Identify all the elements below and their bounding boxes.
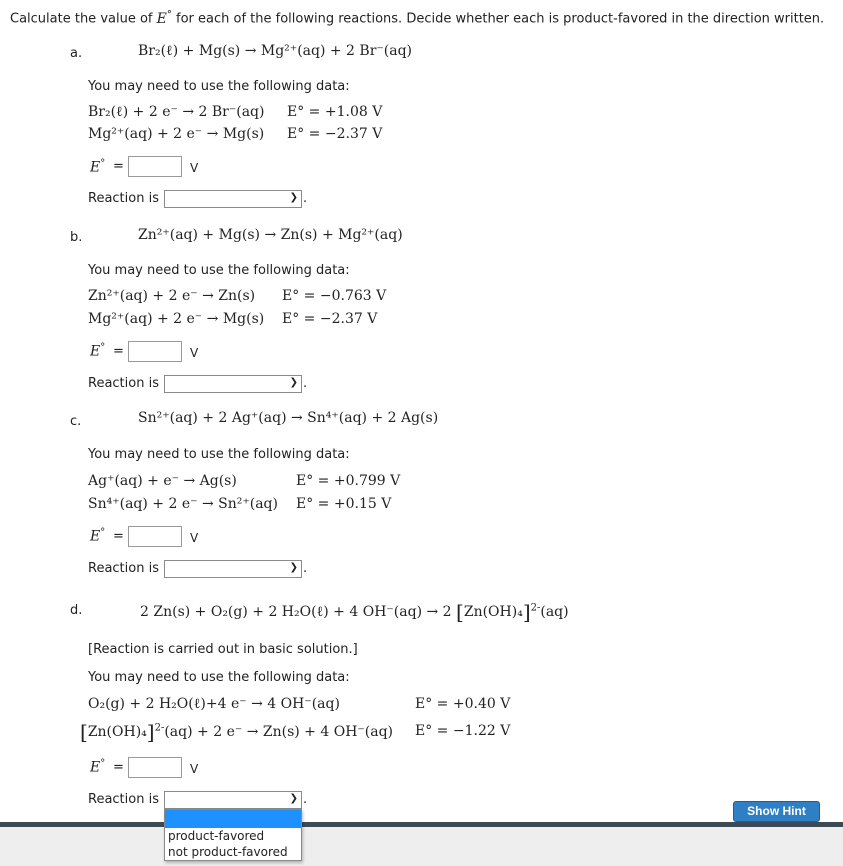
part-a-half-1-potential: E° = +1.08 V [287, 104, 383, 120]
show-hint-button[interactable]: Show Hint [733, 801, 820, 822]
part-b-half-1-potential: E° = −0.763 V [282, 288, 387, 304]
part-c-data-note: You may need to use the following data: [88, 447, 350, 462]
part-c-unit: V [190, 531, 199, 545]
part-b-reaction: Zn²⁺(aq) + Mg(s) → Zn(s) + Mg²⁺(aq) [138, 227, 403, 243]
part-b-e-input[interactable] [128, 341, 182, 362]
part-b-period: . [303, 376, 308, 391]
dropdown-option-not-product-favored[interactable]: not product-favored [168, 845, 288, 859]
part-b-favored-select[interactable] [164, 375, 302, 393]
part-b-e-label: E° [90, 342, 106, 360]
part-d-e-input[interactable] [128, 757, 182, 778]
dropdown-option-blank[interactable] [165, 810, 301, 828]
part-b-half-1: Zn²⁺(aq) + 2 e⁻ → Zn(s) [88, 288, 256, 304]
part-a-half-1: Br₂(ℓ) + 2 e⁻ → 2 Br⁻(aq) [88, 104, 265, 120]
footer-area [0, 827, 843, 866]
part-d-equals: = [113, 760, 124, 775]
part-d-complex: Zn(OH)₄ [463, 604, 523, 620]
part-d-unit: V [190, 762, 199, 776]
e-symbol: E° [156, 9, 172, 27]
part-d-reaction: 2 Zn(s) + O₂(g) + 2 H₂O(ℓ) + 4 OH⁻(aq) → 2 $[Zn(OH)_4]^{2-}(aq)$ [140, 600, 569, 624]
part-a-e-label: E° [90, 158, 106, 176]
part-d-half-2-rest: (aq) + 2 e⁻ → Zn(s) + 4 OH⁻(aq) [164, 724, 394, 740]
part-c-favored-select[interactable] [164, 560, 302, 578]
chevron-down-icon: ❯ [289, 562, 298, 573]
part-d-half-2-potential: E° = −1.22 V [415, 723, 511, 739]
part-b-half-2-potential: E° = −2.37 V [282, 311, 378, 327]
part-d-reaction-phase: (aq) [540, 604, 569, 620]
chevron-down-icon: ❯ [289, 192, 298, 203]
part-b-data-note: You may need to use the following data: [88, 263, 350, 278]
intro-text: Calculate the value of [10, 11, 153, 27]
part-b-letter: b. [70, 230, 83, 245]
part-c-e-label: E° [90, 527, 106, 545]
part-b-equals: = [113, 344, 124, 359]
part-a-unit: V [190, 161, 199, 175]
part-d-data-note: You may need to use the following data: [88, 670, 350, 685]
part-b-unit: V [190, 346, 199, 360]
part-a-data-note: You may need to use the following data: [88, 79, 350, 94]
part-c-period: . [303, 561, 308, 576]
part-c-reaction: Sn²⁺(aq) + 2 Ag⁺(aq) → Sn⁴⁺(aq) + 2 Ag(s) [138, 410, 439, 426]
part-d-half-1: O₂(g) + 2 H₂O(ℓ)+4 e⁻ → 4 OH⁻(aq) [88, 696, 340, 712]
part-d-reaction-lhs: 2 Zn(s) + O₂(g) + 2 H₂O(ℓ) + 4 OH⁻(aq) → 2 [140, 604, 452, 620]
part-c-half-1-potential: E° = +0.799 V [296, 473, 401, 489]
part-d-favored-select[interactable] [164, 791, 302, 809]
part-a-favored-select[interactable] [164, 190, 302, 208]
part-d-period: . [303, 792, 308, 807]
dropdown-option-product-favored[interactable]: product-favored [168, 829, 265, 843]
part-c-half-2-potential: E° = +0.15 V [296, 496, 392, 512]
part-c-equals: = [113, 529, 124, 544]
part-b-reaction-is: Reaction is [88, 376, 159, 391]
part-a-half-2-potential: E° = −2.37 V [287, 126, 383, 142]
part-b-half-2: Mg²⁺(aq) + 2 e⁻ → Mg(s) [88, 311, 265, 327]
part-d-half-2-charge: 2- [154, 722, 165, 734]
part-a-equals: = [113, 159, 124, 174]
part-d-letter: d. [70, 603, 83, 618]
part-a-period: . [303, 191, 308, 206]
part-a-letter: a. [70, 46, 83, 61]
part-d-complex-charge: 2- [530, 602, 541, 614]
chevron-down-icon: ❯ [289, 793, 298, 804]
instructions [10, 9, 824, 27]
part-c-half-1: Ag⁺(aq) + e⁻ → Ag(s) [88, 473, 237, 489]
part-c-e-input[interactable] [128, 526, 182, 547]
part-c-reaction-is: Reaction is [88, 561, 159, 576]
part-a-e-input[interactable] [128, 156, 182, 177]
part-d-basic-note: [Reaction is carried out in basic solution.] [88, 642, 358, 657]
part-d-e-label: E° [90, 758, 106, 776]
part-a-half-2: Mg²⁺(aq) + 2 e⁻ → Mg(s) [88, 126, 265, 142]
part-d-half-2: $[Zn(OH)_4]^{2-}(aq) + 2$ e⁻ → Zn(s) + 4 OH⁻(aq) [80, 720, 394, 744]
favored-dropdown-list [164, 809, 302, 861]
chevron-down-icon: ❯ [289, 377, 298, 388]
part-a-reaction-is: Reaction is [88, 191, 159, 206]
part-c-letter: c. [70, 414, 82, 429]
part-d-reaction-is: Reaction is [88, 792, 159, 807]
part-a-reaction: Br₂(ℓ) + Mg(s) → Mg²⁺(aq) + 2 Br⁻(aq) [138, 43, 413, 59]
part-c-half-2: Sn⁴⁺(aq) + 2 e⁻ → Sn²⁺(aq) [88, 496, 278, 512]
intro-text-after: for each of the following reactions. Decide whether each is product-favored in the direction written. [176, 11, 825, 27]
part-d-half-2-complex: Zn(OH)₄ [87, 724, 147, 740]
part-d-half-1-potential: E° = +0.40 V [415, 696, 511, 712]
